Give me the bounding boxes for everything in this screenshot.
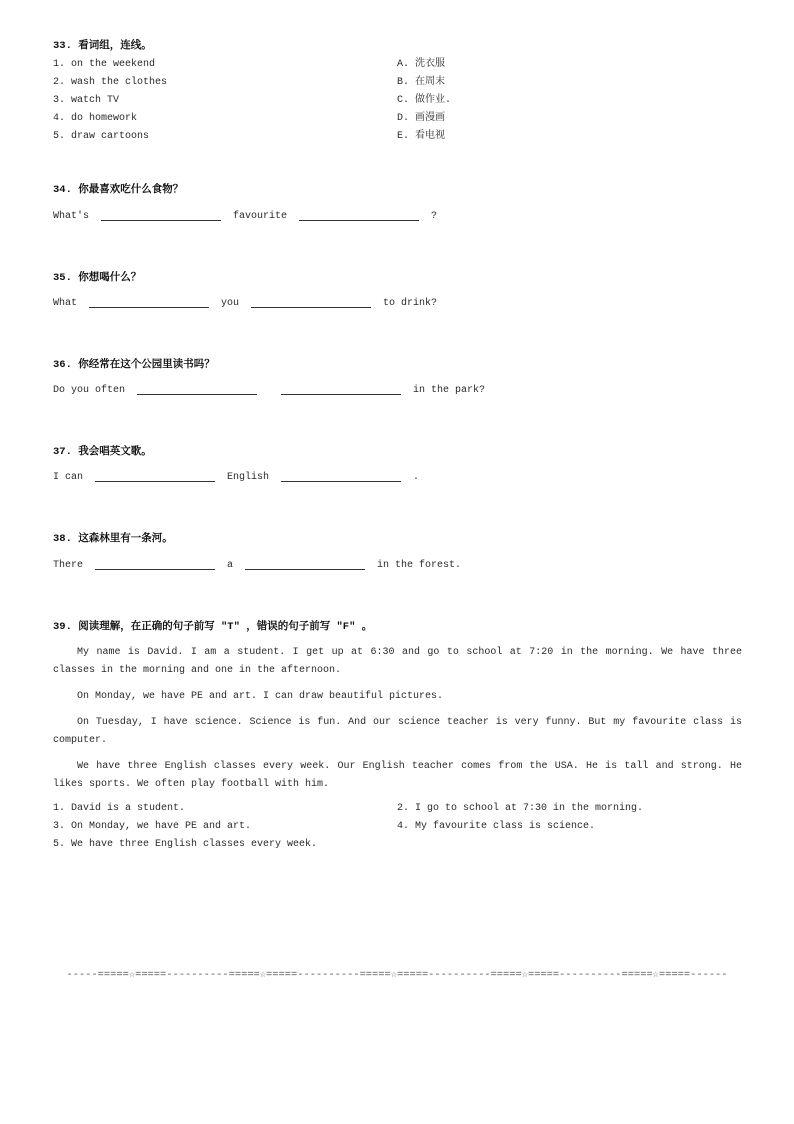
answer-blank	[251, 295, 371, 308]
question-36-title: 36. 你经常在这个公园里读书吗？	[53, 359, 215, 371]
fill-text: What	[53, 298, 78, 309]
match-left-item: 5. draw cartoons	[53, 131, 150, 142]
fill-line	[53, 557, 461, 575]
question-39-title: 39. 阅读理解，在正确的句子前写 "T" ，错误的句子前写 "F" 。	[53, 621, 373, 633]
question-33-title: 33. 看词组，连线。	[53, 40, 152, 52]
fill-text: in the park?	[413, 385, 486, 396]
statement-item: 3. On Monday, we have PE and art.	[53, 821, 252, 832]
statement-row	[53, 836, 697, 854]
answer-blank	[245, 557, 365, 570]
match-right-item: E. 看电视	[397, 131, 446, 142]
passage-paragraph: We have three English classes every week. Our English teacher comes from the USA. He is tall and strong. He likes sports. We often play football with him.	[53, 761, 742, 790]
matching-row	[53, 128, 697, 146]
matching-row	[53, 92, 697, 110]
answer-blank	[101, 208, 221, 221]
answer-blank	[281, 382, 401, 395]
statement-row	[53, 818, 697, 836]
match-right-item: A. 洗衣服	[397, 59, 446, 70]
answer-blank	[299, 208, 419, 221]
fill-text: English	[227, 472, 270, 483]
passage-paragraph: My name is David. I am a student. I get up at 6:30 and go to school at 7:20 in the morning. We have three classes in the morning and one in the afternoon.	[53, 647, 742, 676]
question-34-title: 34. 你最喜欢吃什么食物？	[53, 184, 184, 196]
matching-row	[53, 110, 697, 128]
statement-row	[53, 800, 697, 818]
statement-item: 4. My favourite class is science.	[397, 821, 596, 832]
fill-text: What's	[53, 211, 90, 222]
question-35-title: 35. 你想喝什么？	[53, 272, 142, 284]
fill-text: .	[413, 472, 420, 483]
fill-text: ?	[431, 211, 438, 222]
fill-text: favourite	[233, 211, 288, 222]
answer-blank	[137, 382, 257, 395]
fill-line	[53, 295, 437, 313]
fill-text: you	[221, 298, 240, 309]
fill-line	[53, 382, 485, 400]
fill-text: in the forest.	[377, 560, 462, 571]
match-right-item: C. 做作业.	[397, 95, 452, 106]
statement-list	[53, 800, 697, 854]
footer-divider: -----=====☆=====----------=====☆=====----------=====☆=====----------=====☆=====----------=====☆=====------	[66, 969, 728, 981]
answer-blank	[95, 557, 215, 570]
match-left-item: 2. wash the clothes	[53, 77, 168, 88]
match-right-item: B. 在周末	[397, 77, 446, 88]
matching-row	[53, 56, 697, 74]
answer-blank	[281, 469, 401, 482]
match-right-item: D. 画漫画	[397, 113, 446, 124]
match-left-item: 3. watch TV	[53, 95, 120, 106]
fill-text: Do you often	[53, 385, 126, 396]
match-left-item: 4. do homework	[53, 113, 138, 124]
match-left-item: 1. on the weekend	[53, 59, 156, 70]
question-38-title: 38. 这森林里有一条河。	[53, 533, 173, 545]
statement-item: 1. David is a student.	[53, 803, 186, 814]
fill-line	[53, 208, 437, 226]
answer-blank	[89, 295, 209, 308]
statement-item: 5. We have three English classes every week.	[53, 839, 318, 850]
passage-paragraph: On Monday, we have PE and art. I can draw beautiful pictures.	[77, 691, 444, 702]
fill-text: There	[53, 560, 84, 571]
fill-text: to drink?	[383, 298, 438, 309]
matching-list	[53, 56, 697, 146]
answer-blank	[95, 469, 215, 482]
matching-row	[53, 74, 697, 92]
fill-text: a	[227, 560, 234, 571]
reading-passage	[53, 644, 742, 802]
fill-line	[53, 469, 419, 487]
statement-item: 2. I go to school at 7:30 in the morning.	[397, 803, 644, 814]
passage-paragraph: On Tuesday, I have science. Science is fun. And our science teacher is very funny. But my favourite class is computer.	[53, 717, 742, 746]
question-37-title: 37. 我会唱英文歌。	[53, 446, 152, 458]
fill-text: I can	[53, 472, 84, 483]
